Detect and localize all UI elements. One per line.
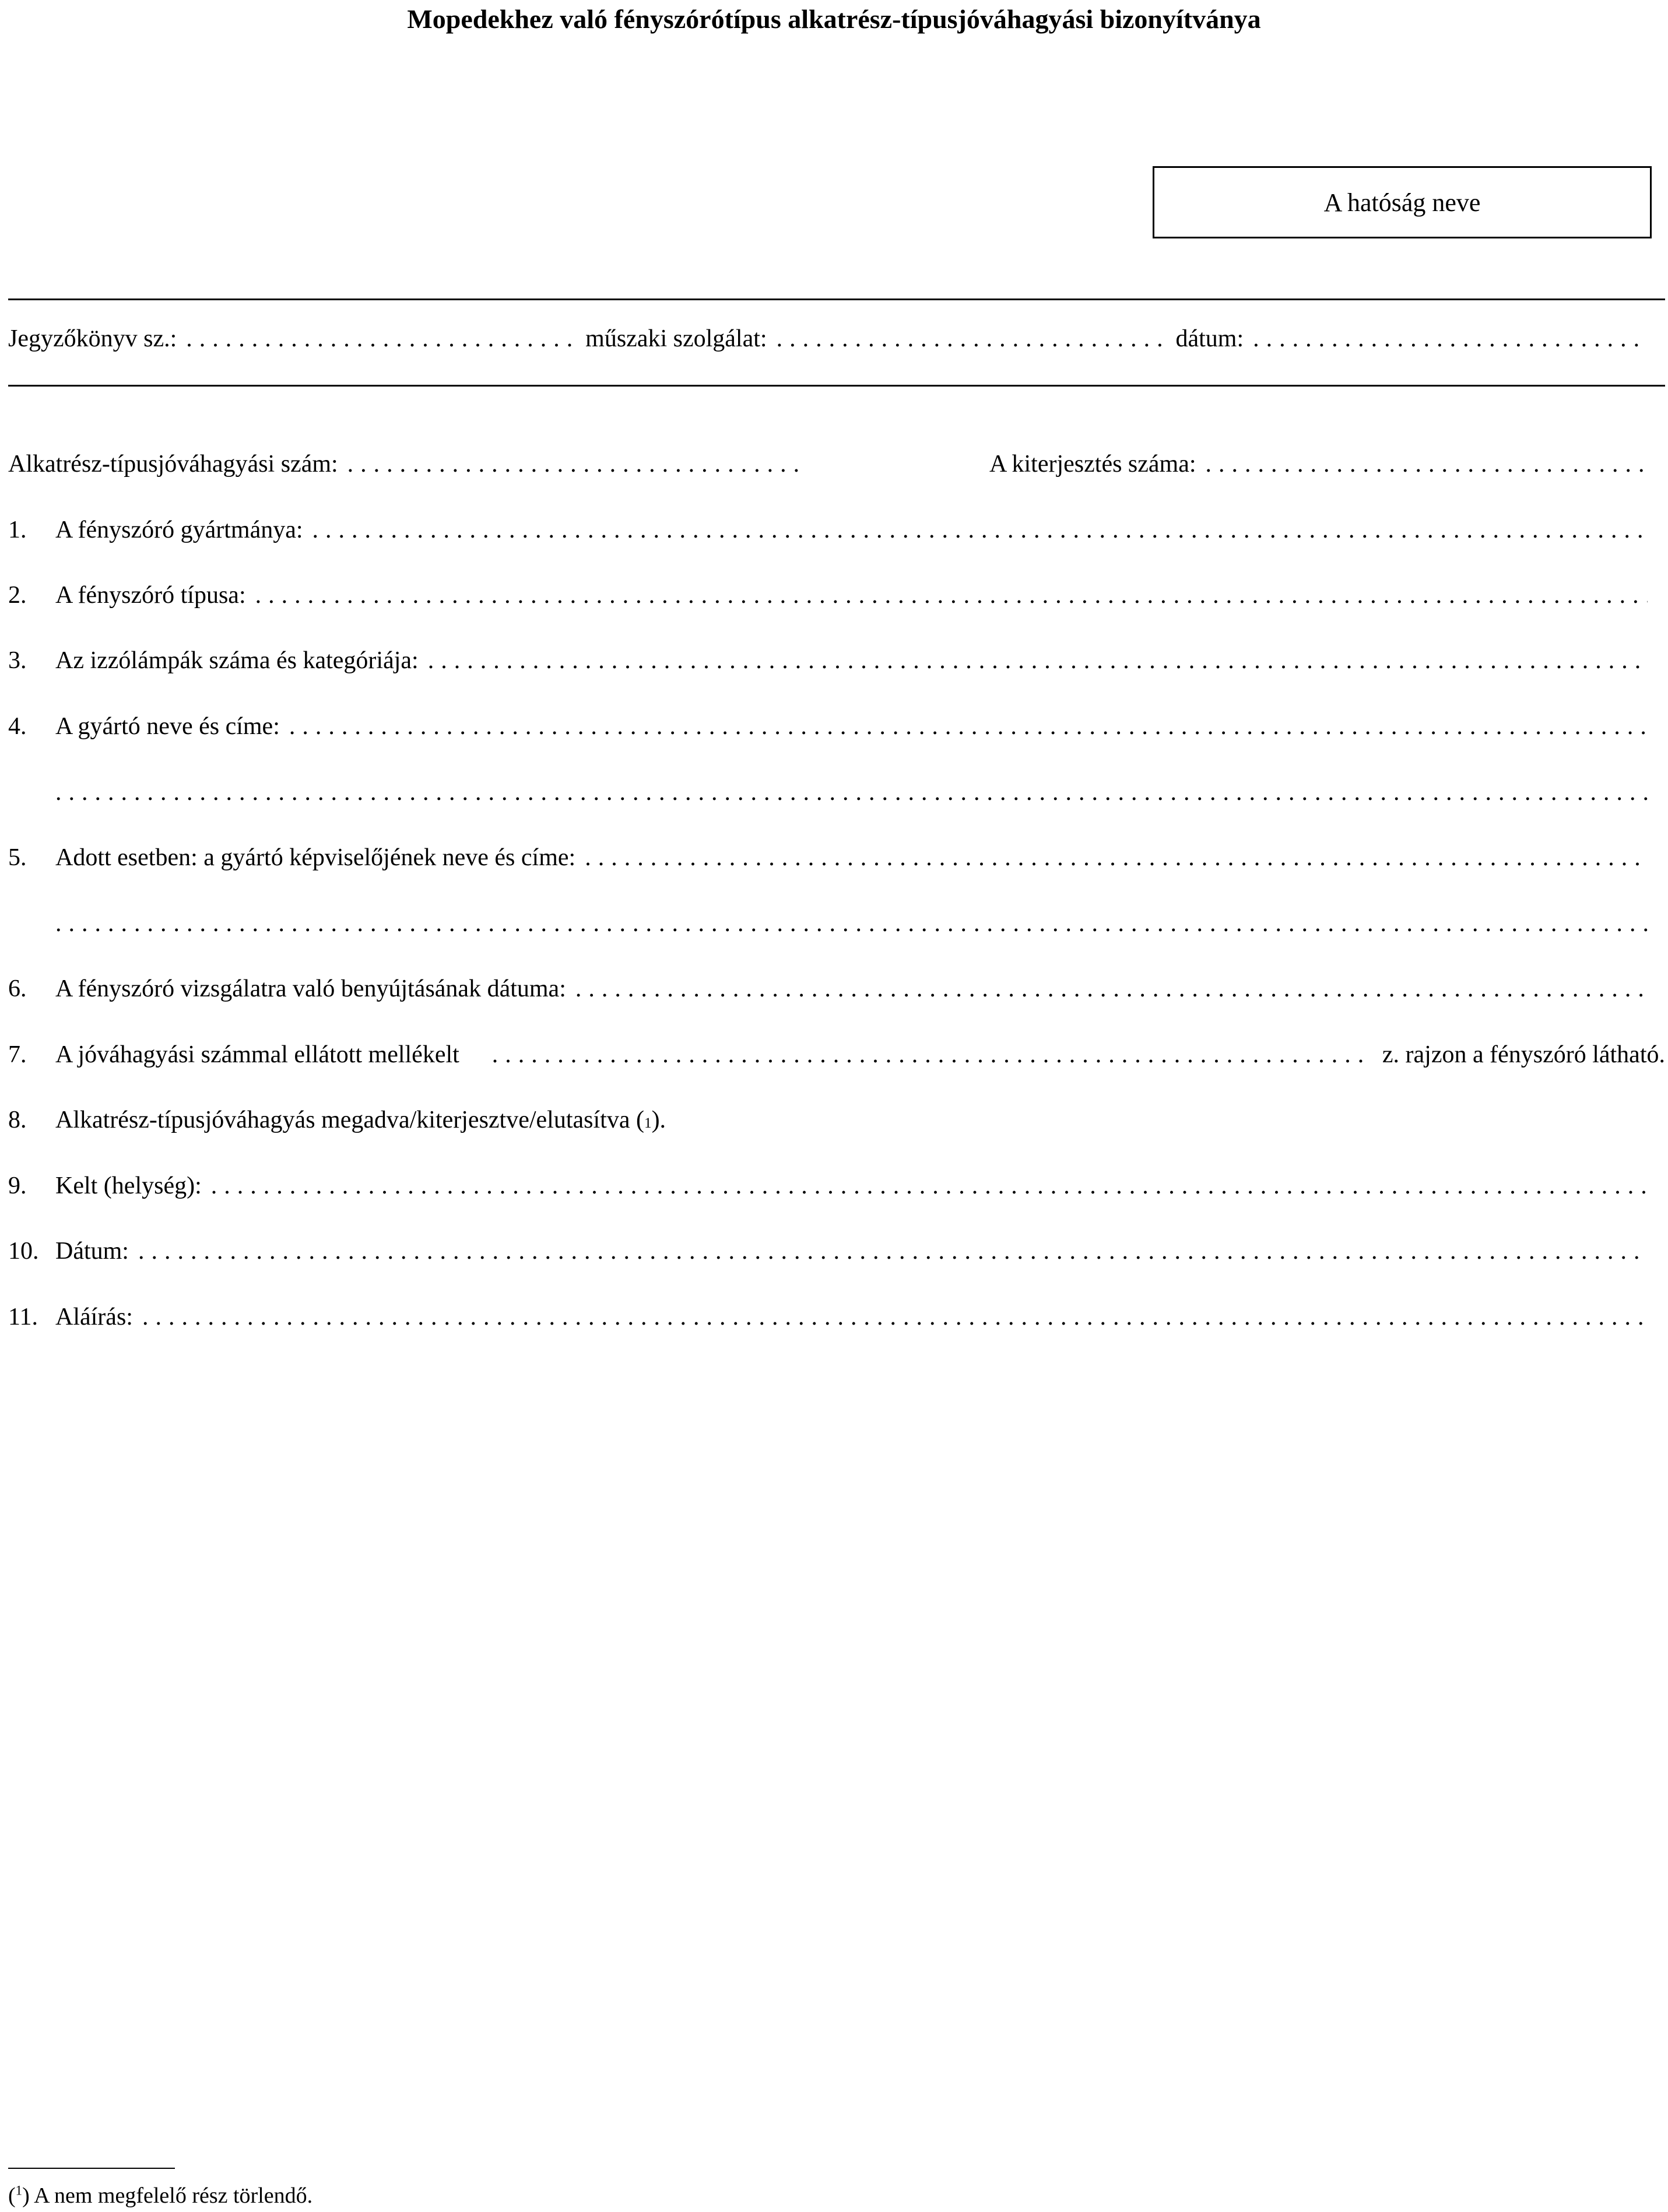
item-5-row (8, 845, 1652, 870)
item-11-row (8, 1305, 1652, 1329)
date-label: dátum: (1175, 325, 1244, 352)
item-1-label: A fényszóró gyártmánya: (55, 517, 303, 543)
report-no-field[interactable] (186, 326, 581, 351)
extension-number-label: A kiterjesztés száma: (989, 451, 1196, 477)
item-11-field[interactable] (142, 1305, 1648, 1329)
extension-number-row (989, 452, 1652, 476)
item-number: 5. (8, 844, 27, 871)
item-4-label: A gyártó neve és címe: (55, 713, 280, 740)
header-fields-row (8, 326, 1652, 351)
item-8-row: 8. Alkatrész-típusjóváhagyás megadva/kiterjesztve/elutasítva ( 1 ). (8, 1107, 666, 1133)
item-number: 10. (8, 1238, 39, 1265)
item-4-continuation-row (55, 780, 1652, 805)
item-2-field[interactable] (255, 583, 1648, 608)
item-number: 8. (8, 1107, 27, 1133)
header-divider (8, 385, 1665, 387)
item-5-continuation-field[interactable] (55, 911, 1648, 936)
item-9-row (8, 1174, 1652, 1198)
item-number: 3. (8, 647, 27, 674)
item-number: 6. (8, 975, 27, 1002)
item-6-row (8, 977, 1652, 1001)
item-11-label: Aláírás: (55, 1304, 133, 1330)
item-7-row (8, 1042, 1665, 1067)
item-9-field[interactable] (211, 1174, 1648, 1198)
approval-number-field[interactable] (347, 452, 805, 476)
footnote-open: ( (8, 2183, 16, 2208)
item-2-row (8, 583, 1652, 608)
authority-name-box (1153, 166, 1652, 238)
item-7-suffix: z. rajzon a fényszóró látható. (1382, 1041, 1665, 1068)
item-number: 7. (8, 1041, 27, 1068)
authority-name-label: A hatóság neve (1323, 188, 1481, 217)
footnote-close: ) (22, 2183, 30, 2208)
item-9-label: Kelt (helység): (55, 1172, 202, 1199)
item-3-label: Az izzólámpák száma és kategóriája: (55, 647, 419, 674)
item-number: 2. (8, 582, 27, 609)
item-10-field[interactable] (138, 1239, 1648, 1263)
item-6-field[interactable] (575, 977, 1648, 1001)
item-10-label: Dátum: (55, 1238, 129, 1265)
item-5-continuation-row (55, 911, 1652, 936)
item-3-row (8, 648, 1652, 673)
item-4-row (8, 714, 1652, 739)
footnote-text: A nem megfelelő rész törlendő. (34, 2183, 313, 2208)
footnote-divider (8, 2168, 175, 2169)
item-10-row (8, 1239, 1652, 1263)
top-divider (8, 299, 1665, 300)
item-4-field[interactable] (289, 714, 1648, 739)
footnote (8, 2183, 312, 2209)
item-3-field[interactable] (428, 648, 1648, 673)
item-7-field[interactable] (492, 1042, 1368, 1067)
item-1-field[interactable] (312, 518, 1648, 542)
item-number: 4. (8, 713, 27, 740)
item-5-label: Adott esetben: a gyártó képviselőjének neve és címe: (55, 844, 576, 871)
item-8-tail: ). (651, 1107, 666, 1133)
technical-service-label: műszaki szolgálat: (585, 325, 767, 352)
date-field[interactable] (1253, 326, 1648, 351)
technical-service-field[interactable] (777, 326, 1171, 351)
extension-number-field[interactable] (1206, 452, 1648, 476)
approval-number-row (8, 452, 810, 476)
item-number: 9. (8, 1172, 27, 1199)
item-4-continuation-field[interactable] (55, 780, 1648, 805)
item-number: 11. (8, 1304, 38, 1330)
item-6-label: A fényszóró vizsgálatra való benyújtásának dátuma: (55, 975, 566, 1002)
item-5-field[interactable] (585, 845, 1648, 870)
item-7-label: A jóváhagyási számmal ellátott mellékelt (55, 1041, 459, 1068)
item-8-label: Alkatrész-típusjóváhagyás megadva/kiterjesztve/elutasítva ( (55, 1107, 644, 1133)
item-number: 1. (8, 517, 27, 543)
footnote-mark: 1 (15, 2183, 23, 2198)
document-title: Mopedekhez való fényszórótípus alkatrész-típusjóváhagyási bizonyítványa (407, 4, 1261, 34)
item-2-label: A fényszóró típusa: (55, 582, 246, 609)
item-1-row (8, 518, 1652, 542)
report-no-label: Jegyzőkönyv sz.: (8, 325, 177, 352)
approval-number-label: Alkatrész-típusjóváhagyási szám: (8, 451, 338, 477)
